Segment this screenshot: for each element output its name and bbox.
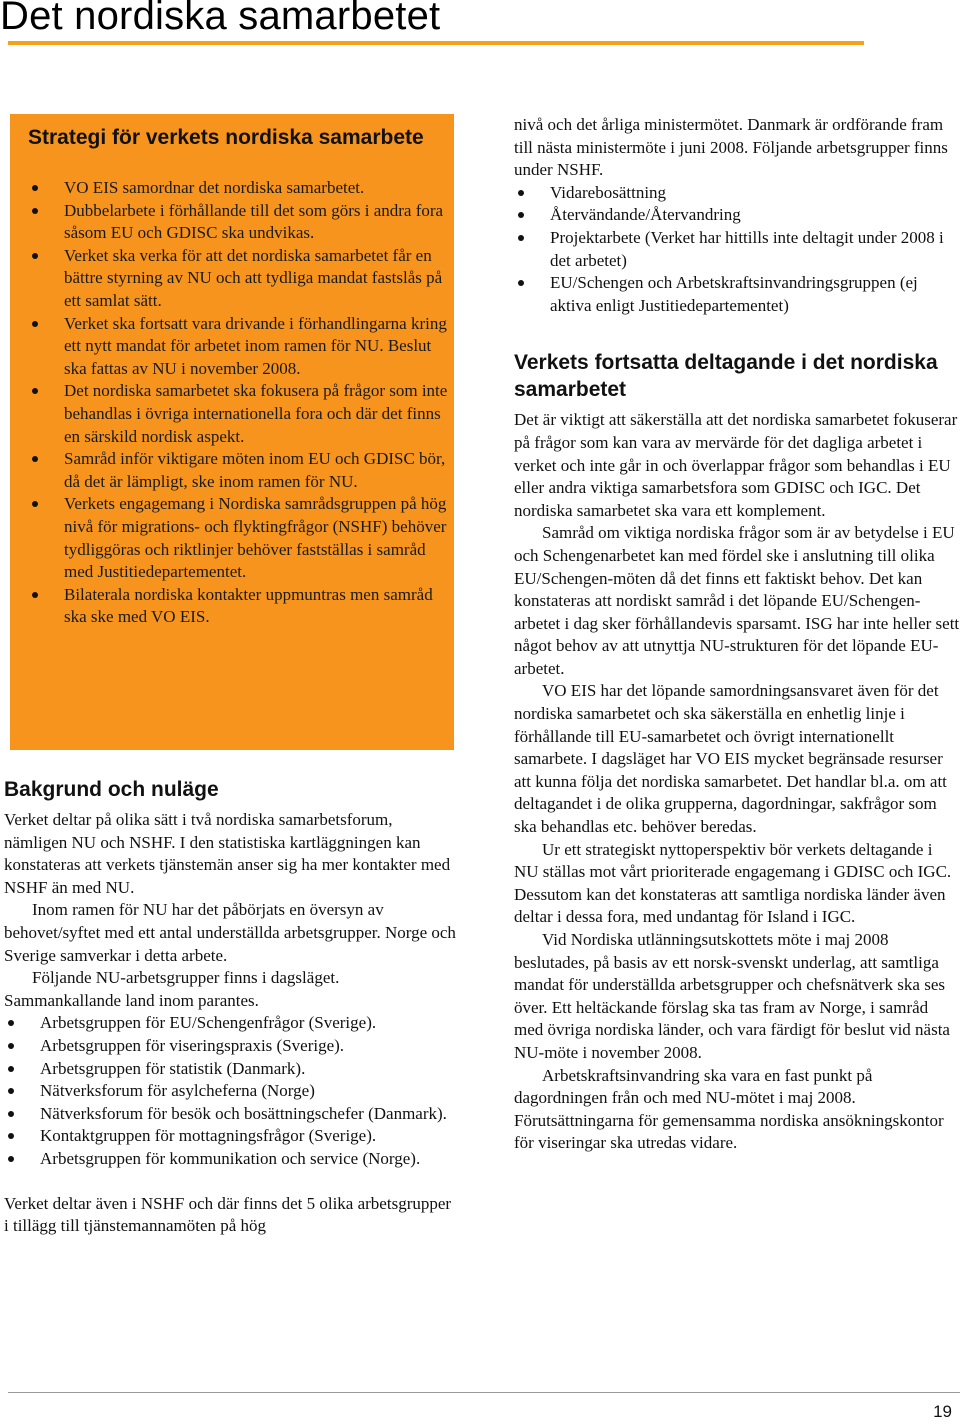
list-item: Vidarebosättning: [514, 182, 960, 205]
strategy-item: Verket ska verka för att det nordiska samarbetet får en bättre styrning av NU och att tydliga mandat fastslås på ett samlat sätt.: [26, 245, 450, 313]
list-item: EU/Schengen och Arbetskraftsinvandringsgruppen (ej aktiva enligt Justitiedepartementet): [514, 272, 960, 317]
continued-paragraph: Det är viktigt att säkerställa att det nordiska samarbetet fokuserar på frågor som kan vara av mervärde för det dagliga arbetet i verket och inte går in och överlappar frågor som behandlas i EU eller andra viktiga samarbetsfora som GDISC och IGC. Det nordiska samarbetet ska vara ett komplement.: [514, 410, 958, 520]
background-paragraph: Följande NU-arbetsgrupper finns i dagsläget. Sammankallande land inom parantes.: [4, 968, 340, 1010]
background-paragraph: Verket deltar även i NSHF och där finns det 5 olika arbetsgrupper i tillägg till tjänstemannamöten på hög: [4, 1193, 452, 1236]
strategy-item: Samråd inför viktigare möten inom EU och GDISC bör, då det är lämpligt, ske inom ramen för NU.: [26, 448, 450, 493]
background-paragraph: Inom ramen för NU har det påbörjats en översyn av behovet/syftet med ett antal underställda arbetsgrupper. Norge och Sverige samverkar i detta arbete.: [4, 900, 456, 965]
background-paragraph-continued: nivå och det årliga ministermötet. Danmark är ordförande fram till nästa ministermöte i juni 2008. Följande arbetsgrupper finns under NSHF.: [514, 115, 948, 180]
continued-paragraph: Ur ett strategiskt nyttoperspektiv bör verkets deltagande i NU ställas mot vårt prioriterade engagemang i GDISC och IGC. Dessutom kan det konstateras att samtliga nordiska länder även deltar i dessa fora, med undantag för Island i IGC.: [514, 839, 952, 927]
left-column: [4, 114, 456, 1238]
list-item: Nätverksforum för besök och bosättningschefer (Danmark).: [4, 1103, 456, 1126]
title-underline: [8, 41, 864, 45]
continued-paragraph: Arbetskraftsinvandring ska vara en fast punkt på dagordningen från och med NU-mötet i maj 2008. Förutsättningarna för gemensamma nordiska ansökningskontor för viseringar ska utredas vidare.: [514, 1065, 944, 1153]
strategy-box: [10, 114, 454, 750]
continued-heading: Verkets fortsatta deltagande i det nordiska samarbetet: [514, 351, 938, 402]
strategy-list: [26, 177, 450, 629]
background-heading: Bakgrund och nuläge: [4, 778, 219, 801]
page-number: 19: [933, 1402, 952, 1421]
footer-divider: [8, 1392, 960, 1393]
strategy-item: Verket ska fortsatt vara drivande i förhandlingarna kring ett nytt mandat för arbetet inom ramen för NU. Beslut ska fattas av NU i november 2008.: [26, 313, 450, 381]
page-title: Det nordiska samarbetet: [0, 0, 441, 38]
right-column: [514, 114, 960, 1155]
background-paragraph: Verket deltar på olika sätt i två nordiska samarbetsforum, nämligen NU och NSHF. I den statistiska kartläggningen kan konstateras att verkets tjänstemän anser sig ha mer kontakter med NSHF än med NU.: [4, 810, 451, 897]
strategy-item: Bilaterala nordiska kontakter uppmuntras men samråd ska ske med VO EIS.: [26, 584, 450, 629]
continued-paragraph: Samråd om viktiga nordiska frågor som är av betydelse i EU och Schengenarbetet kan med fördel ske i anslutning till olika EU/Schengen-möten då det finns ett faktiskt behov. Det kan konstateras att nordiskt samråd i det löpande EU/Schengen-arbetet i dag sker förhållandevis sparsamt. ISG har inte heller sett något behov av att utnyttja NU-strukturen för det löpande EU-arbetet.: [514, 523, 960, 678]
list-item: Projektarbete (Verket har hittills inte deltagit under 2008 i det arbetet): [514, 227, 960, 272]
list-item: Arbetsgruppen för kommunikation och service (Norge).: [4, 1148, 456, 1171]
list-item: Återvändande/Återvandring: [514, 204, 960, 227]
strategy-item: Det nordiska samarbetet ska fokusera på frågor som inte behandlas i övriga internationella fora och där det finns en särskild nordisk aspekt.: [26, 380, 450, 448]
strategy-item: VO EIS samordnar det nordiska samarbetet.: [26, 177, 450, 200]
continued-paragraph: VO EIS har det löpande samordningsansvaret även för det nordiska samarbetet och ska säkerställa en enhetlig linje i förhållande till EU-samarbetet och övrigt internationellt samarbete. I dagsläget har VO EIS mycket begränsade resurser att kunna följa det nordiska samarbetet. Det handlar bl.a. om att deltagandet i de olika grupperna, dagordningar, sakfrågor som ska behandlas etc. behöver beredas.: [514, 681, 947, 837]
strategy-heading: Strategi för verkets nordiska samarbete: [28, 126, 424, 149]
strategy-item: Verkets engagemang i Nordiska samrådsgruppen på hög nivå för migrations- och flyktingfrågor (NSHF) behöver tydliggöras och riktlinjer behöver fastställas i samråd med Justitiedepartementet.: [26, 493, 450, 583]
list-item: Kontaktgruppen för mottagningsfrågor (Sverige).: [4, 1125, 456, 1148]
nshf-groups-list: [514, 182, 960, 318]
list-item: Nätverksforum för asylcheferna (Norge): [4, 1080, 456, 1103]
list-item: Arbetsgruppen för EU/Schengenfrågor (Sverige).: [4, 1012, 456, 1035]
strategy-item: Dubbelarbete i förhållande till det som görs i andra fora såsom EU och GDISC ska undvikas.: [26, 200, 450, 245]
nu-groups-list: [4, 1012, 456, 1170]
continued-paragraph: Vid Nordiska utlänningsutskottets möte i maj 2008 beslutades, på basis av ett norsk-svenskt underlag, att samtliga mandat för underställda arbetsgrupper och chefsnätverk ska ses över. Ett heltäckande förslag ska tas fram av Norge, i samråd med övriga nordiska länder, och vara färdigt för beslut vid nästa NU-möte i november 2008.: [514, 930, 950, 1062]
list-item: Arbetsgruppen för viseringspraxis (Sverige).: [4, 1035, 456, 1058]
list-item: Arbetsgruppen för statistik (Danmark).: [4, 1058, 456, 1081]
